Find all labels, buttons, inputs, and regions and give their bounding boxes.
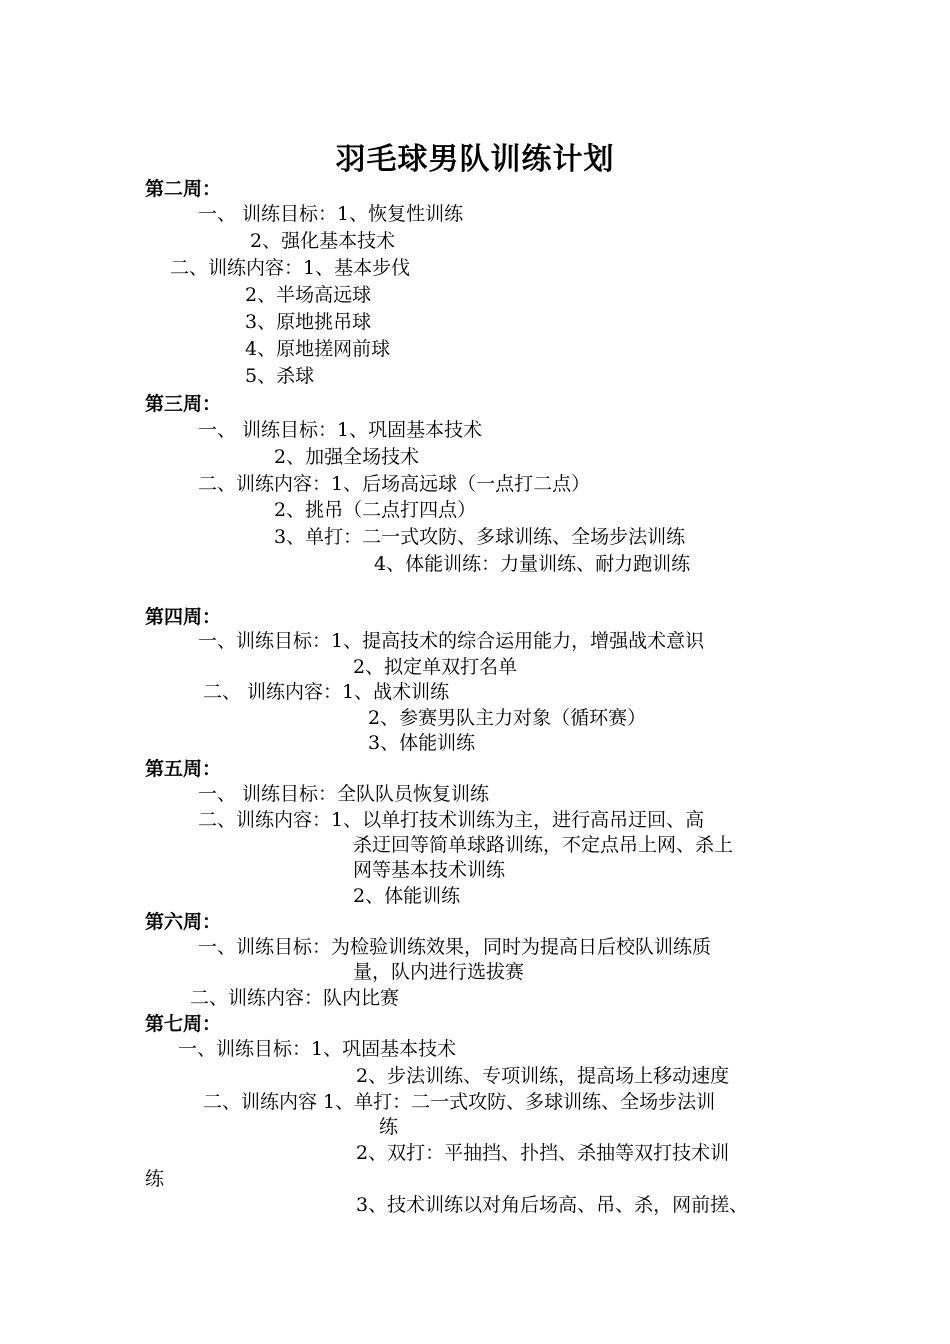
week2-goal-line: 一、 训练目标：1、恢复性训练 (198, 203, 464, 225)
week7-goal-line: 一、训练目标：1、巩固基本技术 (178, 1038, 457, 1060)
week4-heading: 第四周： (145, 606, 222, 628)
week2-content-line: 二、训练内容：1、基本步伐 (170, 257, 411, 279)
week7-goal-line: 2、步法训练、专项训练，提高场上移动速度 (356, 1065, 730, 1087)
week5-content-line: 二、训练内容：1、以单打技术训练为主，进行高吊迂回、高 (198, 809, 705, 831)
week5-content-line: 2、体能训练 (353, 885, 461, 907)
week2-content-line: 5、杀球 (245, 365, 315, 387)
week5-content-line: 杀迂回等简单球路训练，不定点吊上网、杀上 (353, 834, 734, 856)
week7-content-line: 二、训练内容 1、单打：二一式攻防、多球训练、全场步法训 (203, 1091, 716, 1113)
week3-content-line: 4、体能训练：力量训练、耐力跑训练 (374, 553, 691, 575)
week4-content-line: 二、 训练内容：1、战术训练 (203, 681, 450, 703)
week3-content-line: 2、挑吊（二点打四点） (274, 499, 477, 521)
week4-content-line: 2、参赛男队主力对象（循环赛） (368, 707, 647, 729)
week5-content-line: 网等基本技术训练 (353, 859, 506, 881)
week4-goal-line: 一、训练目标：1、提高技术的综合运用能力，增强战术意识 (198, 630, 705, 652)
week2-heading: 第二周： (145, 178, 222, 200)
week7-content-line: 练 (379, 1116, 399, 1138)
week7-content-line: 练 (145, 1168, 165, 1190)
week7-content-line: 2、双打：平抽挡、扑挡、杀抽等双打技术训 (356, 1142, 730, 1164)
week3-goal-line: 2、加强全场技术 (274, 446, 420, 468)
week6-goal-line: 量，队内进行选拔赛 (353, 961, 525, 983)
week7-content-line: 3、技术训练以对角后场高、吊、杀，网前搓、 (356, 1194, 749, 1216)
week6-content-line: 二、训练内容：队内比赛 (190, 987, 400, 1009)
week2-content-line: 2、半场高远球 (245, 284, 372, 306)
week3-content-line: 二、训练内容：1、后场高远球（一点打二点） (198, 473, 591, 495)
week4-content-line: 3、体能训练 (368, 732, 476, 754)
week7-heading: 第七周： (145, 1013, 222, 1035)
week3-content-line: 3、单打：二一式攻防、多球训练、全场步法训练 (274, 526, 686, 548)
week6-goal-line: 一、训练目标：为检验训练效果，同时为提高日后校队训练质 (198, 936, 712, 958)
week6-heading: 第六周： (145, 911, 222, 933)
week4-goal-line: 2、拟定单双打名单 (353, 656, 518, 678)
week2-content-line: 4、原地搓网前球 (245, 338, 391, 360)
week3-heading: 第三周： (145, 393, 222, 415)
document-title: 羽毛球男队训练计划 (335, 142, 615, 177)
week5-goal-line: 一、 训练目标：全队队员恢复训练 (198, 783, 490, 805)
week2-goal-line: 2、强化基本技术 (250, 230, 396, 252)
week2-content-line: 3、原地挑吊球 (245, 311, 372, 333)
week3-goal-line: 一、 训练目标：1、巩固基本技术 (198, 419, 483, 441)
week5-heading: 第五周： (145, 758, 222, 780)
